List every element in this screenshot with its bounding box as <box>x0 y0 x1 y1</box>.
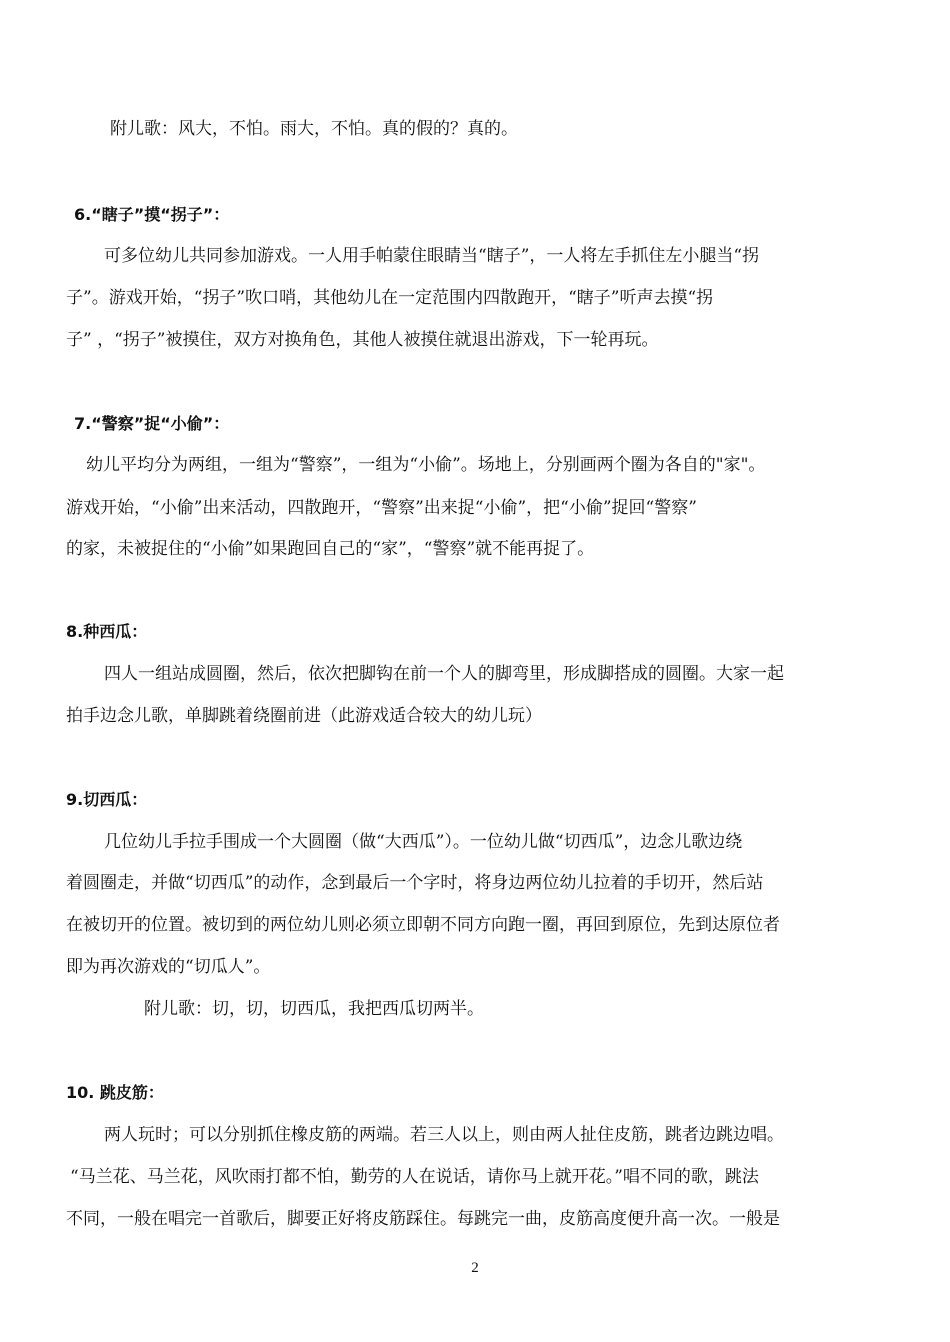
intro-rhyme: 附儿歌：风大，不怕。雨大，不怕。真的假的？真的。 <box>110 119 518 139</box>
section-7-heading: 7.“警察”捉“小偷”： <box>74 414 230 433</box>
section-9-rhyme: 附儿歌：切，切，切西瓜，我把西瓜切两半。 <box>144 999 484 1019</box>
section-6-line-3: 子” ，“拐子”被摸住，双方对换角色，其他人被摸住就退出游戏，下一轮再玩。 <box>66 330 659 350</box>
section-10-line-1: 两人玩时；可以分别抓住橡皮筋的两端。若三人以上，则由两人扯住皮筋，跳者边跳边唱。 <box>104 1125 784 1145</box>
section-7-line-1: 幼儿平均分为两组，一组为“警察”，一组为“小偷”。场地上，分别画两个圈为各自的"家"。 <box>86 455 766 475</box>
section-6-line-2: 子”。游戏开始，“拐子”吹口哨，其他幼儿在一定范围内四散跑开，“瞎子”听声去摸“拐 <box>66 288 714 308</box>
section-10-heading: 10. 跳皮筋： <box>66 1083 164 1102</box>
section-9-line-3: 在被切开的位置。被切到的两位幼儿则必须立即朝不同方向跑一圈，再回到原位，先到达原位者 <box>66 915 780 935</box>
section-8-heading: 8.种西瓜： <box>66 622 148 641</box>
page-number: 2 <box>471 1260 479 1276</box>
section-9-line-2: 着圆圈走，并做“切西瓜”的动作，念到最后一个字时，将身边两位幼儿拉着的手切开，然后站 <box>66 873 764 893</box>
section-8-line-2: 拍手边念儿歌，单脚跳着绕圈前进（此游戏适合较大的幼儿玩） <box>66 706 542 726</box>
section-6-heading: 6.“瞎子”摸“拐子”： <box>74 205 230 224</box>
section-8-line-1: 四人一组站成圆圈，然后，依次把脚钩在前一个人的脚弯里，形成脚搭成的圆圈。大家一起 <box>104 664 784 684</box>
section-7-line-2: 游戏开始，“小偷”出来活动，四散跑开，“警察”出来捉“小偷”，把“小偷”捉回“警察” <box>66 498 697 518</box>
section-7-line-3: 的家，未被捉住的“小偷”如果跑回自己的“家”，“警察”就不能再捉了。 <box>66 539 595 559</box>
section-9-line-4: 即为再次游戏的“切瓜人”。 <box>66 957 271 977</box>
section-9-line-1: 几位幼儿手拉手围成一个大圆圈（做“大西瓜”）。一位幼儿做“切西瓜”，边念儿歌边绕 <box>104 832 743 852</box>
section-9-heading: 9.切西瓜： <box>66 790 148 809</box>
section-10-line-3: 不同，一般在唱完一首歌后，脚要正好将皮筋踩住。每跳完一曲，皮筋高度便升高一次。一般是 <box>66 1209 780 1229</box>
section-10-line-2: “马兰花、马兰花，风吹雨打都不怕，勤劳的人在说话，请你马上就开花。”唱不同的歌，跳法 <box>70 1167 759 1187</box>
section-6-line-1: 可多位幼儿共同参加游戏。一人用手帕蒙住眼睛当“瞎子”，一人将左手抓住左小腿当“拐 <box>104 246 760 266</box>
